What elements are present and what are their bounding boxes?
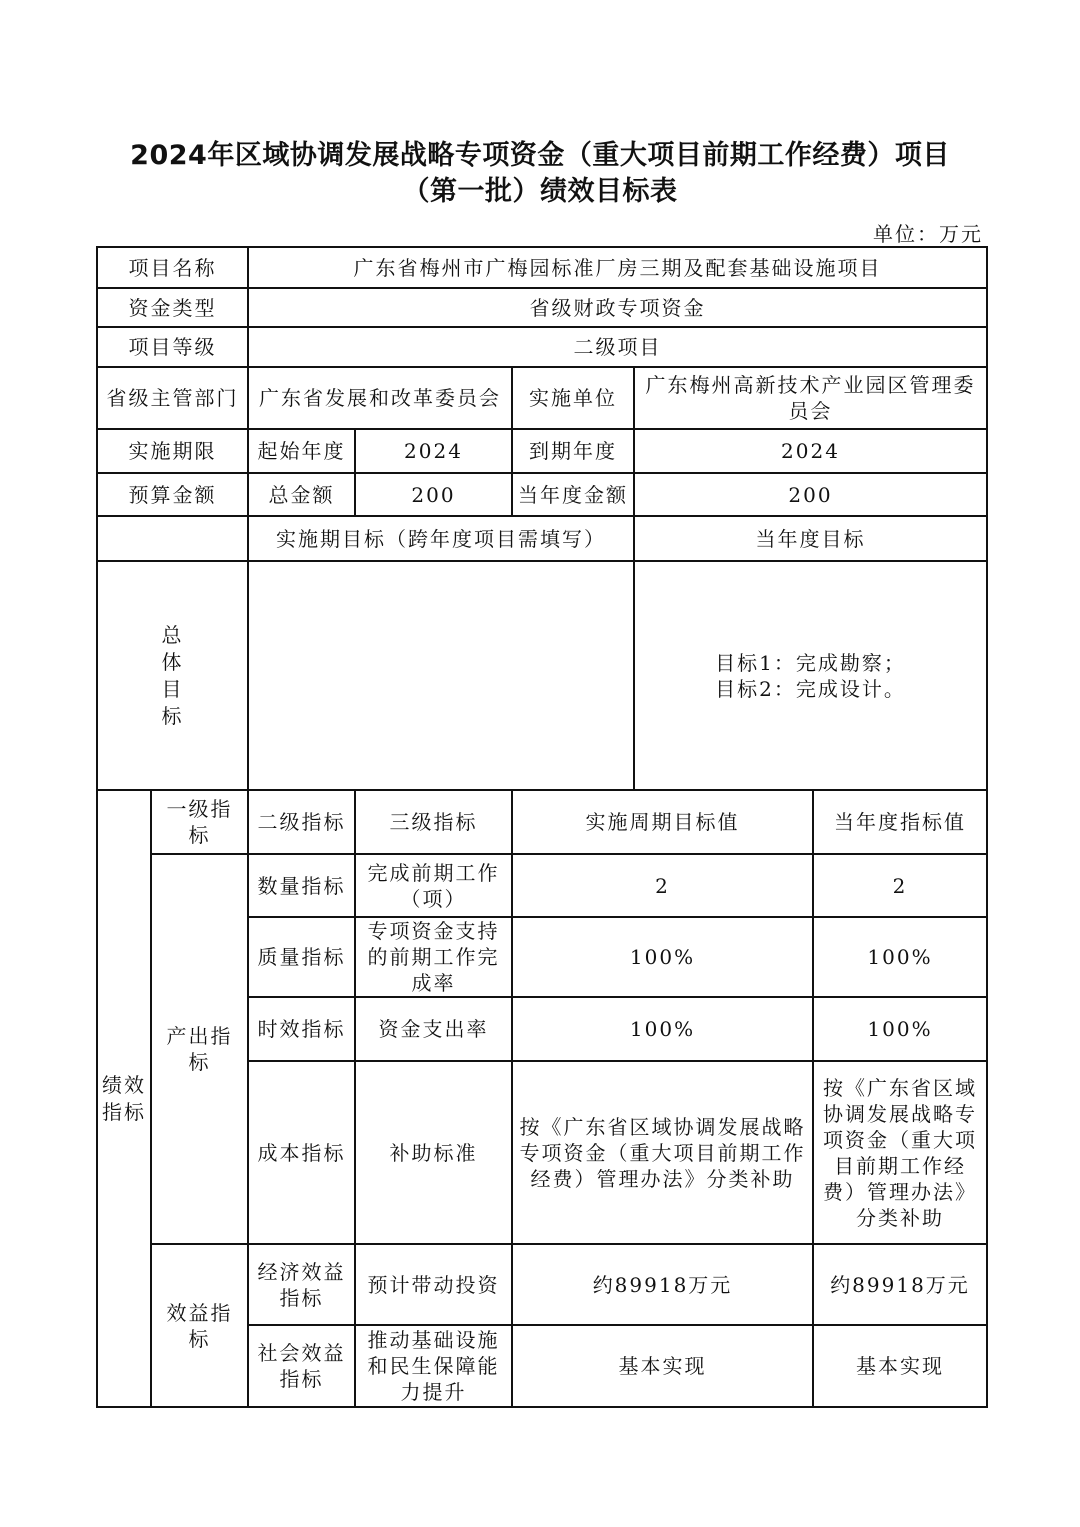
fund-type-label: 资金类型 <box>97 288 248 327</box>
title-line-1: 2024年区域协调发展战略专项资金（重大项目前期工作经费）项目 <box>130 140 950 171</box>
dept-value: 广东省发展和改革委员会 <box>248 367 512 429</box>
performance-target-table <box>96 246 988 1408</box>
title-line-2: （第一批）绩效目标表 <box>402 176 678 207</box>
start-year-label: 起始年度 <box>248 429 355 473</box>
annual-amount-label: 当年度金额 <box>512 473 634 516</box>
period-value-cell: 按《广东省区域协调发展战略专项资金（重大项目前期工作经费）管理办法》分类补助 <box>512 1061 813 1244</box>
annual-value-cell: 约89918万元 <box>813 1244 987 1325</box>
header-level1: 一级指标 <box>151 790 248 854</box>
header-level3: 三级指标 <box>355 790 512 854</box>
annual-amount-value: 200 <box>634 473 987 516</box>
annual-value-cell: 按《广东省区域协调发展战略专项资金（重大项目前期工作经费）管理办法》分类补助 <box>813 1061 987 1244</box>
row-period <box>97 429 987 473</box>
period-value-cell: 100% <box>512 997 813 1061</box>
row-indicator-headers <box>97 790 987 854</box>
annual-value-cell: 2 <box>813 854 987 917</box>
row-project-level <box>97 327 987 367</box>
table-row <box>97 854 987 917</box>
level3-cell: 推动基础设施和民生保障能力提升 <box>355 1325 512 1407</box>
project-name-value: 广东省梅州市广梅园标准厂房三期及配套基础设施项目 <box>248 247 987 288</box>
impl-unit-value: 广东梅州高新技术产业园区管理委员会 <box>634 367 987 429</box>
unit-label: 单位：万元 <box>873 222 983 246</box>
total-label: 总金额 <box>248 473 355 516</box>
header-annual-value: 当年度指标值 <box>813 790 987 854</box>
level2-cell: 社会效益指标 <box>248 1325 355 1407</box>
benefit-indicator-label: 效益指标 <box>151 1244 248 1407</box>
row-fund-type <box>97 288 987 327</box>
fund-type-value: 省级财政专项资金 <box>248 288 987 327</box>
level2-cell: 时效指标 <box>248 997 355 1061</box>
period-value-cell: 100% <box>512 917 813 997</box>
annual-goal-line-1: 目标1：完成勘察； <box>715 650 906 675</box>
annual-value-cell: 100% <box>813 997 987 1061</box>
annual-value-cell: 基本实现 <box>813 1325 987 1407</box>
period-value-cell: 2 <box>512 854 813 917</box>
level2-cell: 数量指标 <box>248 854 355 917</box>
annual-goal-text <box>634 561 987 790</box>
period-label: 实施期限 <box>97 429 248 473</box>
row-overall-goals <box>97 561 987 790</box>
annual-value-cell: 100% <box>813 917 987 997</box>
level3-cell: 完成前期工作（项） <box>355 854 512 917</box>
project-name-label: 项目名称 <box>97 247 248 288</box>
level2-cell: 质量指标 <box>248 917 355 997</box>
level2-cell: 成本指标 <box>248 1061 355 1244</box>
period-goal-header: 实施期目标（跨年度项目需填写） <box>248 516 634 561</box>
project-level-value: 二级项目 <box>248 327 987 367</box>
table-row <box>97 1244 987 1325</box>
overall-goal-label: 总 体 目 标 <box>97 561 248 790</box>
dept-label: 省级主管部门 <box>97 367 248 429</box>
row-goal-headers <box>97 516 987 561</box>
annual-goal-header: 当年度目标 <box>634 516 987 561</box>
level3-cell: 预计带动投资 <box>355 1244 512 1325</box>
end-year-value: 2024 <box>634 429 987 473</box>
period-value-cell: 基本实现 <box>512 1325 813 1407</box>
row-budget <box>97 473 987 516</box>
period-value-cell: 约89918万元 <box>512 1244 813 1325</box>
project-level-label: 项目等级 <box>97 327 248 367</box>
period-goal-text <box>248 561 634 790</box>
annual-goal-line-2: 目标2：完成设计。 <box>715 676 906 701</box>
page-title <box>40 138 1040 210</box>
goal-header-blank <box>97 516 248 561</box>
indicators-section-label: 绩效 指标 <box>97 790 151 1407</box>
level2-cell: 经济效益指标 <box>248 1244 355 1325</box>
header-period-value: 实施周期目标值 <box>512 790 813 854</box>
total-value: 200 <box>355 473 512 516</box>
output-indicator-label: 产出指标 <box>151 854 248 1244</box>
level3-cell: 补助标准 <box>355 1061 512 1244</box>
row-project-name <box>97 247 987 288</box>
start-year-value: 2024 <box>355 429 512 473</box>
header-level2: 二级指标 <box>248 790 355 854</box>
row-department <box>97 367 987 429</box>
budget-label: 预算金额 <box>97 473 248 516</box>
level3-cell: 资金支出率 <box>355 997 512 1061</box>
level3-cell: 专项资金支持的前期工作完成率 <box>355 917 512 997</box>
impl-unit-label: 实施单位 <box>512 367 634 429</box>
end-year-label: 到期年度 <box>512 429 634 473</box>
